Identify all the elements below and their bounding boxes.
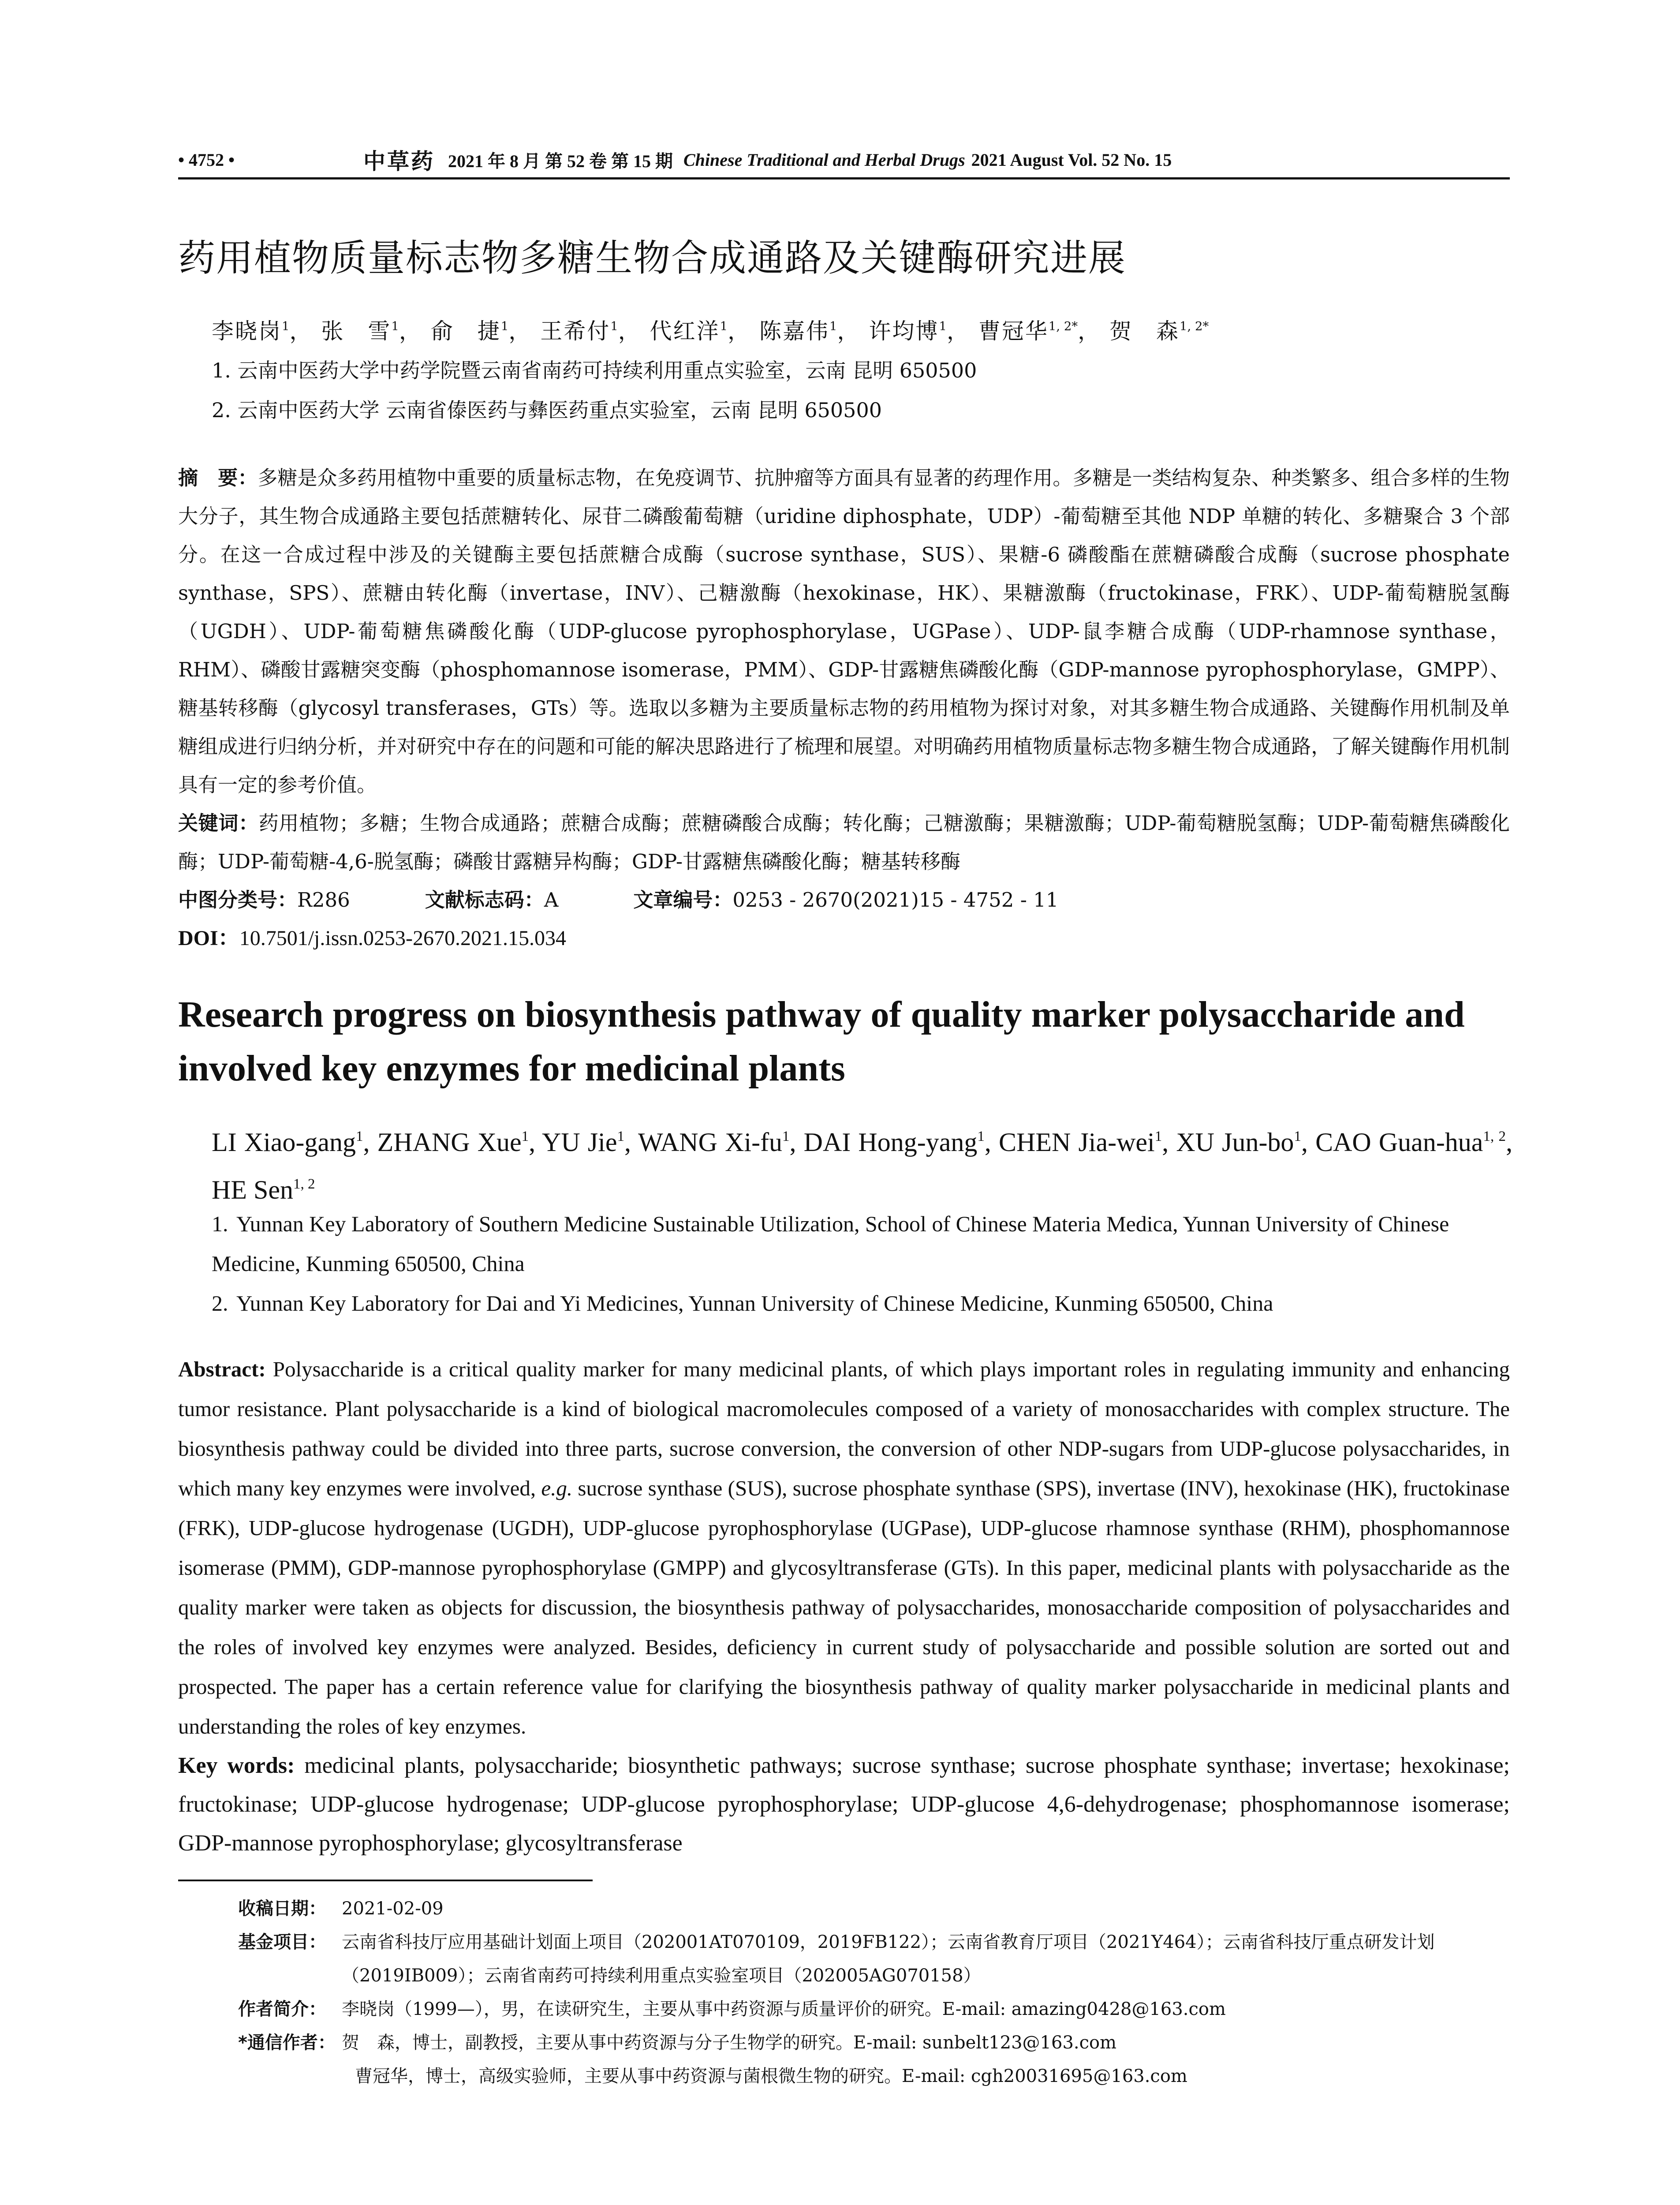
abstract-cn xyxy=(178,459,1510,804)
keywords-label-cn: 关键词： xyxy=(178,811,259,835)
author-en: YU Jie$^1$ xyxy=(542,1128,624,1157)
author-cn: 王希付$^1$ xyxy=(540,318,618,344)
affiliation-en-2: 2. Yunnan Key Laboratory for Dai and Yi Medicines, Yunnan University of Chinese Medicine, Kunming 650500, China xyxy=(212,1291,1273,1316)
abstract-block-en xyxy=(178,1349,1510,1863)
author-en: CHEN Jia-wei$^1$ xyxy=(999,1128,1162,1157)
doccode-label: 文献标志码： xyxy=(425,888,544,912)
author-en: HE Sen$^{1, 2}$ xyxy=(212,1175,315,1205)
article-title-en: Research progress on biosynthesis pathway of quality marker polysaccharide and involved key enzymes for medicinal plants xyxy=(178,994,1465,1089)
doi-value[interactable]: 10.7501/j.issn.0253-2670.2021.15.034 xyxy=(239,927,567,950)
footnote-author: 作者简介： 李晓岗（1999—），男，在读研究生，主要从事中药资源与质量评价的研究。E-mail: amazing0428@163.com xyxy=(238,1999,1226,2019)
author-en: WANG $Xi-fu^1$ xyxy=(638,1128,790,1157)
footnote-fund: 基金项目： 云南省科技厅应用基础计划面上项目（202001AT070109，2019FB122）；云南省教育厅项目（2021Y464）；云南省科技厅重点研发计划（2019IB009）；云南省南药可持续利用重点实验室项目（202005AG070158） xyxy=(238,1932,1435,1986)
doi-label: DOI： xyxy=(178,927,239,950)
articleno-label: 文章编号： xyxy=(633,888,733,912)
keywords-text-cn: 药用植物；多糖；生物合成通路；蔗糖合成酶；蔗糖磷酸合成酶；转化酶；己糖激酶；果糖激酶；UDP-葡萄糖脱氢酶；UDP-葡萄糖焦磷酸化酶；UDP-葡萄糖-4,6-脱氢酶；磷酸甘露糖异构酶；GDP-甘露糖焦磷酸化酶；糖基转移酶 xyxy=(178,811,1510,873)
author-en: CAO Guan-hua$^{1, 2}$ xyxy=(1315,1128,1506,1157)
author-en: DAI Hong-yang$^1$ xyxy=(803,1128,985,1157)
keywords-label-en: Key words: xyxy=(178,1753,295,1778)
class-value: R286 xyxy=(297,888,350,912)
author-en: LI Xiao-gang$^1$ xyxy=(212,1128,363,1157)
author-cn: 李晓岗$^1$ xyxy=(212,318,290,344)
page-number: • 4752 • xyxy=(178,149,235,170)
author-en: ZHANG Xue$^1$ xyxy=(377,1128,529,1157)
running-header xyxy=(178,144,1510,176)
author-cn: 贺 森$^{1, 2*}$ xyxy=(1109,318,1209,344)
doi-line xyxy=(178,919,1510,957)
footnote-corresponding-2: 曹冠华，博士，高级实验师，主要从事中药资源与菌根微生物的研究。E-mail: cgh20031695@163.com xyxy=(355,2066,1187,2086)
classification-line xyxy=(178,881,1510,919)
affiliation-en-1: 1. Yunnan Key Laboratory of Southern Medicine Sustainable Utilization, School of Chinese Materia Medica, Yunnan University of Chinese Medicine, Kunming 650500, China xyxy=(212,1211,1449,1276)
abstract-block-cn xyxy=(178,459,1510,957)
affiliation-cn-2: 2. 云南中医药大学 云南省傣医药与彝医药重点实验室，云南 昆明 650500 xyxy=(212,398,882,422)
author-cn: 许均博$^1$ xyxy=(869,318,947,344)
affiliation-cn-1: 1. 云南中医药大学中药学院暨云南省南药可持续利用重点实验室，云南 昆明 650500 xyxy=(212,359,977,382)
author-cn: 曹冠华$^{1, 2*}$ xyxy=(978,318,1078,344)
author-cn: 俞 捷$^1$ xyxy=(430,318,509,344)
keywords-cn xyxy=(178,804,1510,881)
abstract-en: Abstract: Polysaccharide is a critical quality marker for many medicinal plants, of which plays important roles in regulating immunity and enhancing tumor resistance. Plant polysaccharide is a kind of biological macromolecules composed of a variety of monosaccharides with complex structure. The biosynthesis pathway could be divided into three parts, sucrose conversion, the conversion of other NDP-sugars from UDP-glucose polysaccharides, in which many key enzymes were involved, e.g. sucrose synthase (SUS), sucrose phosphate synthase (SPS), invertase (INV), hexokinase (HK), fructokinase (FRK), UDP-glucose hydrogenase (UGDH), UDP-glucose pyrophosphorylase (UGPase), UDP-glucose rhamnose synthase (RHM), phosphomannose isomerase (PMM), GDP-mannose pyrophosphorylase (GMPP) and glycosyltransferase (GTs). In this paper, medicinal plants with polysaccharide as the quality marker were taken as objects for discussion, the biosynthesis pathway of polysaccharides, monosaccharide composition of polysaccharides and the roles of involved key enzymes were analyzed. Besides, deficiency in current study of polysaccharide and possible solution are sorted out and prospected. The paper has a certain reference value for clarifying the biosynthesis pathway of quality marker polysaccharide in medicinal plants and understanding the roles of key enzymes. xyxy=(178,1357,1510,1738)
header-rule xyxy=(178,177,1510,179)
author-en: XU Jun-$bo^1$ xyxy=(1176,1128,1301,1157)
abstract-text-cn: 多糖是众多药用植物中重要的质量标志物，在免疫调节、抗肿瘤等方面具有显著的药理作用。多糖是一类结构复杂、种类繁多、组合多样的生物大分子，其生物合成通路主要包括蔗糖转化、尿苷二磷酸葡萄糖（uridine diphosphate，UDP）-葡萄糖至其他 NDP 单糖的转化、多糖聚合 3 个部分。在这一合成过程中涉及的关键酶主要包括蔗糖合成酶（sucrose synthase，SUS）、果糖-6 磷酸酯在蔗糖磷酸合成酶（sucrose phosphate synthase，SPS）、蔗糖由转化酶（invertase，INV）、己糖激酶（hexokinase，HK）、果糖激酶（fructokinase，FRK）、UDP-葡萄糖脱氢酶（UGDH）、UDP-葡萄糖焦磷酸化酶（UDP-glucose pyrophosphorylase，UGPase）、UDP-鼠李糖合成酶（UDP-rhamnose synthase，RHM）、磷酸甘露糖突变酶（phosphomannose isomerase，PMM）、GDP-甘露糖焦磷酸化酶（GDP-mannose pyrophosphorylase，GMPP）、糖基转移酶（glycosyl transferases，GTs）等。选取以多糖为主要质量标志物的药用植物为探讨对象，对其多糖生物合成通路、关键酶作用机制及单糖组成进行归纳分析，并对研究中存在的问题和可能的解决思路进行了梳理和展望。对明确药用植物质量标志物多糖生物合成通路，了解关键酶作用机制具有一定的参考价值。 xyxy=(178,466,1510,796)
abstract-label-cn: 摘 要： xyxy=(178,466,258,490)
keywords-en xyxy=(178,1746,1510,1863)
author-cn: 陈嘉伟$^1$ xyxy=(759,318,837,344)
article-title-cn: 药用植物质量标志物多糖生物合成通路及关键酶研究进展 xyxy=(178,236,1127,280)
footnote-received: 收稿日期： 2021-02-09 xyxy=(238,1899,444,1919)
class-label: 中图分类号： xyxy=(178,888,298,912)
journal-name-en: Chinese Traditional and Herbal Drugs xyxy=(683,149,965,170)
footnotes xyxy=(238,1892,1512,2093)
footnote-corresponding: *通信作者： 贺 森，博士，副教授，主要从事中药资源与分子生物学的研究。E-mail: sunbelt123@163.com xyxy=(238,2033,1117,2053)
author-list-cn: 李晓岗$^1$， 张 雪$^1$， 俞 捷$^1$， 王希付$^1$， 代红洋$^1$， 陈嘉伟$^1$， 许均博$^1$， 曹冠华$^{1, 2*}$， 贺 森$^{1, 2*}$ xyxy=(212,318,1209,344)
abstract-label-en: Abstract: xyxy=(178,1357,266,1381)
articleno-value: 0253 - 2670(2021)15 - 4752 - 11 xyxy=(732,888,1059,912)
author-cn: 代红洋$^1$ xyxy=(650,318,728,344)
doccode-value: A xyxy=(544,888,559,912)
issue-info-en: 2021 August Vol. 52 No. 15 xyxy=(971,149,1172,170)
issue-info-cn: 2021 年 8 月 第 52 卷 第 15 期 xyxy=(448,151,673,171)
keywords-text-en: medicinal plants, polysaccharide; biosynthetic pathways; sucrose synthase; sucrose phosphate synthase; invertase; hexokinase; fructokinase; UDP-glucose hydrogenase; UDP-glucose pyrophosphorylase; UDP-glucose 4,6-dehydrogenase; phosphomannose isomerase; GDP-mannose pyrophosphorylase; glycosyltransferase xyxy=(178,1753,1510,1856)
footnote-rule xyxy=(178,1880,593,1881)
journal-name-cn: 中草药 xyxy=(363,149,435,174)
author-cn: 张 雪$^1$ xyxy=(321,318,399,344)
author-list-en: LI Xiao-gang$^1$, ZHANG Xue$^1$, YU Jie$^1$, WANG $Xi-fu^1$, DAI Hong-yang$^1$, CHEN Jia-wei$^1$, XU Jun-$bo^1$, CAO Guan-hua$^{1, 2}$, HE Sen$^{1, 2}$ xyxy=(212,1128,1513,1205)
